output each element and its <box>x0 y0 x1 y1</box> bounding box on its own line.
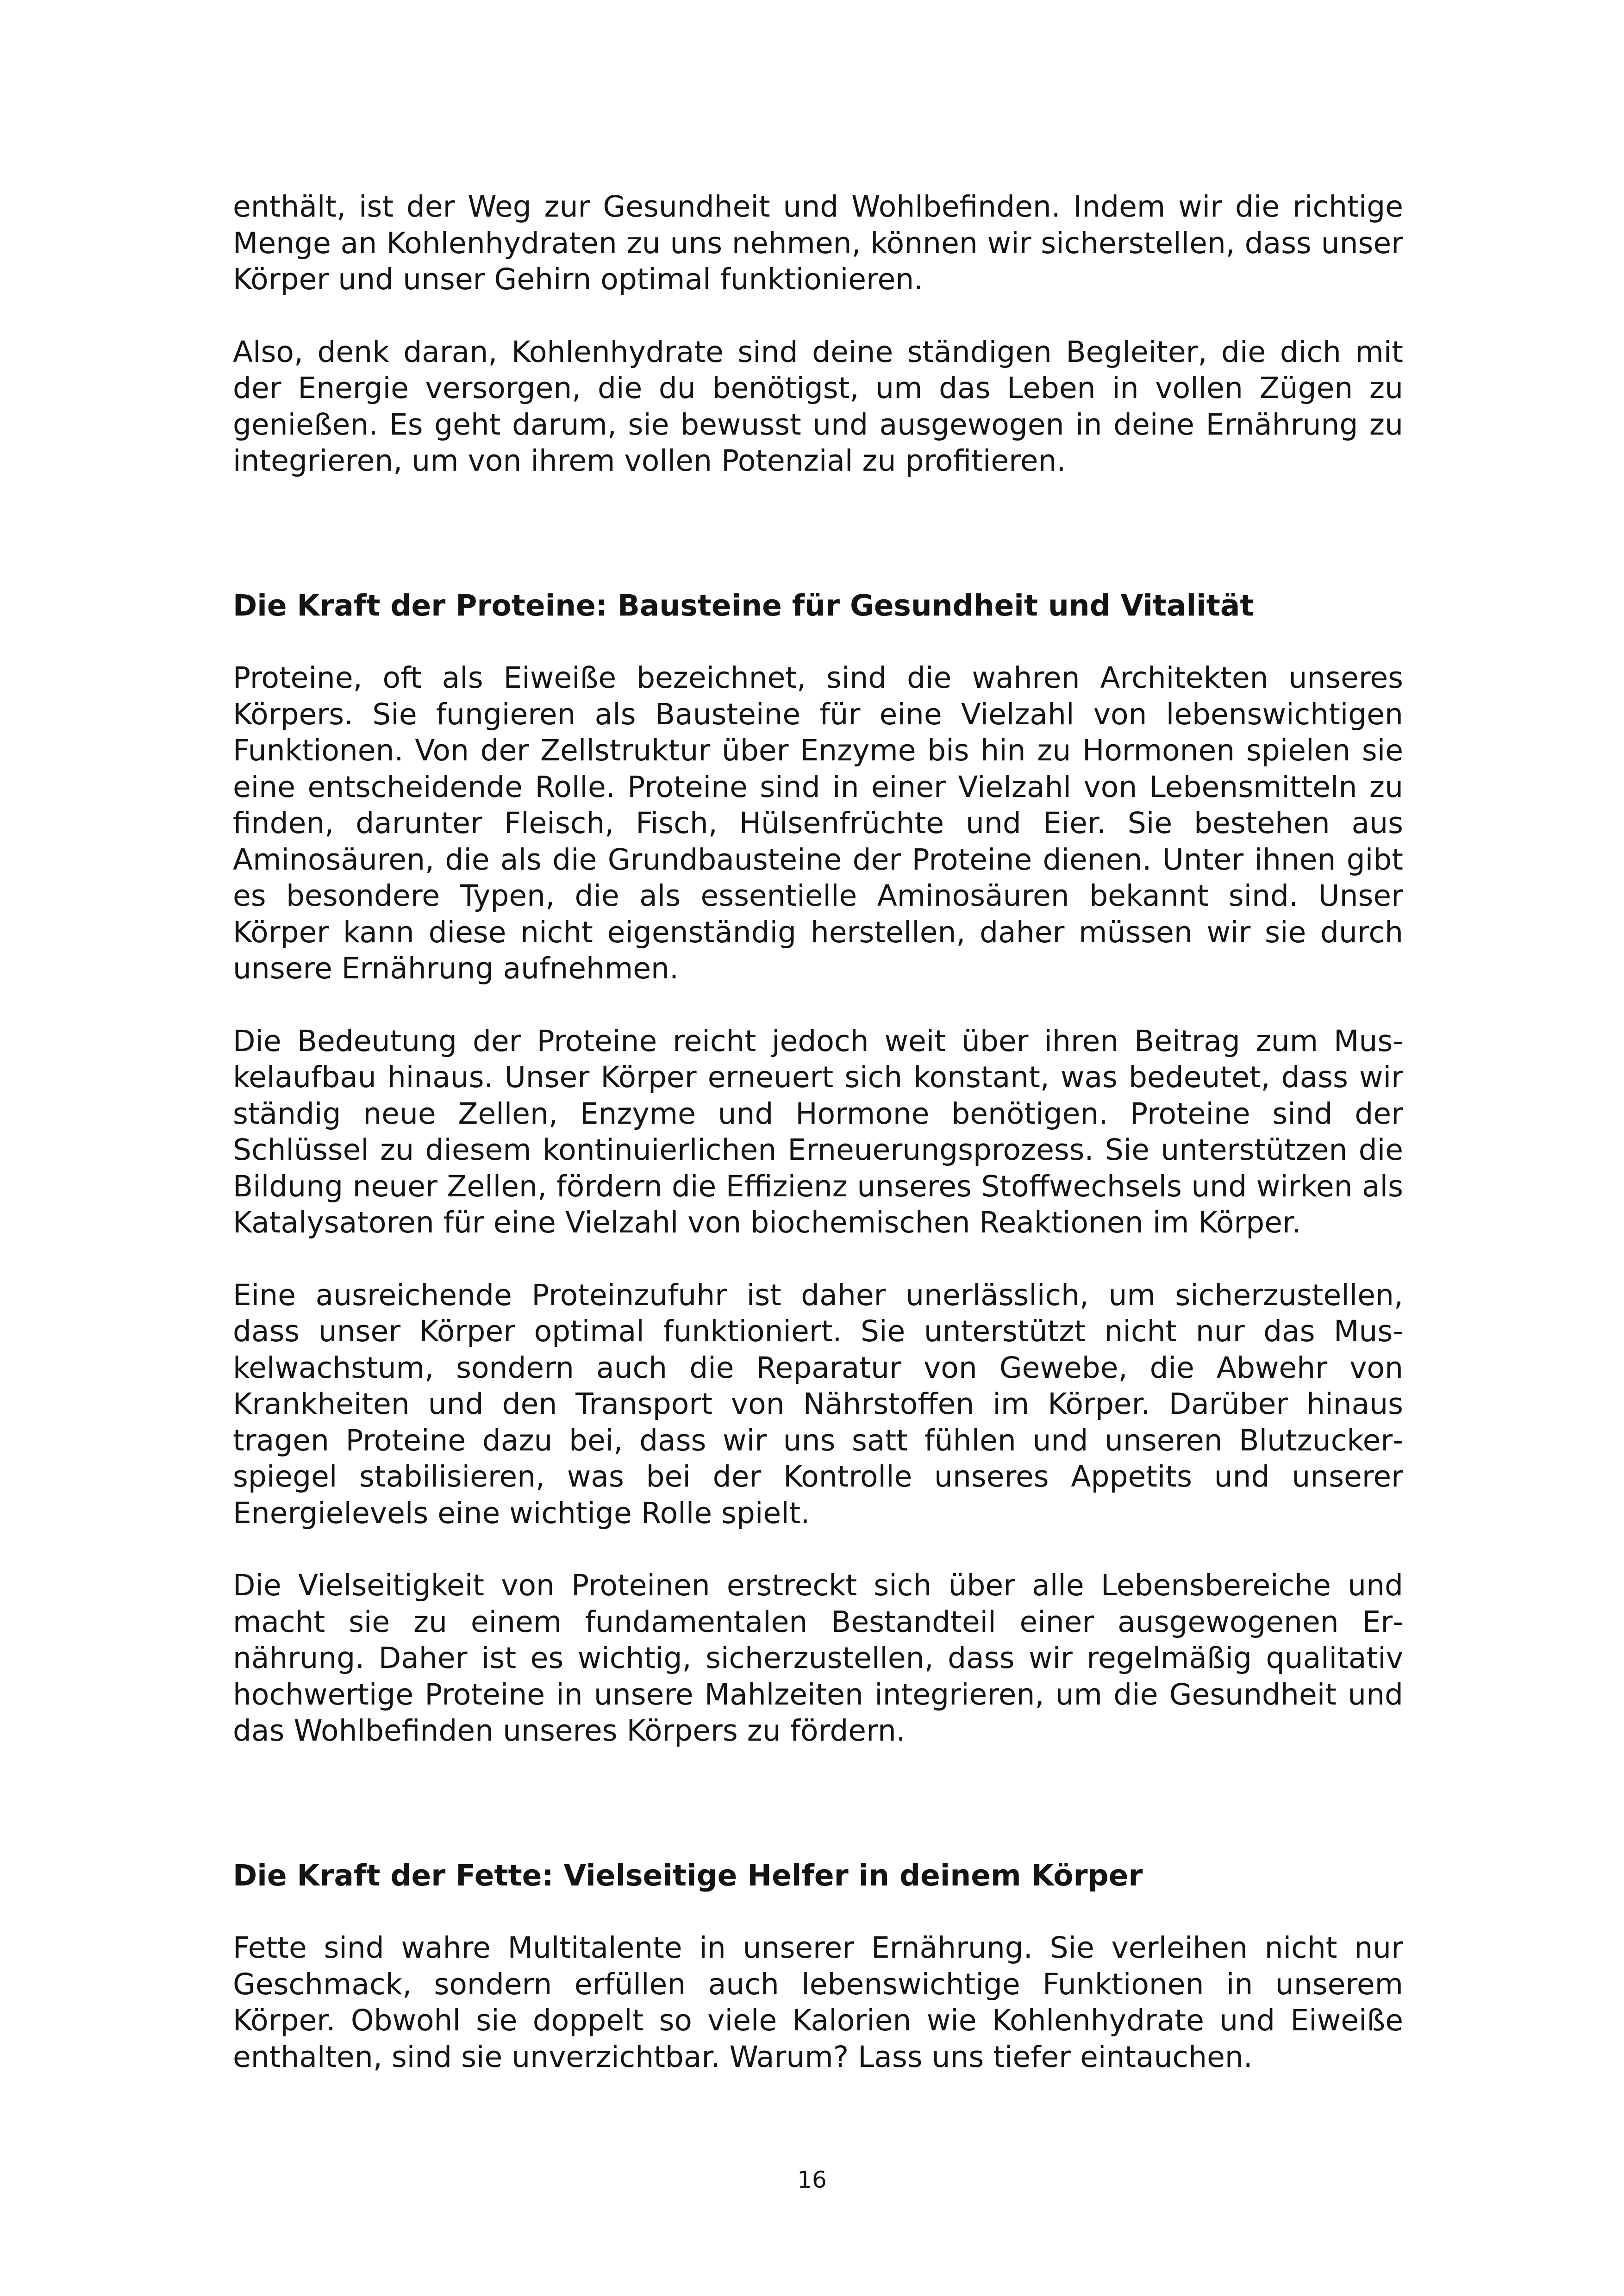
paragraph-spacer <box>233 298 1403 334</box>
paragraph-spacer <box>233 624 1403 660</box>
paragraph-fats-intro: Fette sind wahre Multitalente in unserer Ernährung. Sie verleihen nicht nur Geschmack, sondern erfüllen auch lebenswichtige Funktionen in unserem Körper. Obwohl sie doppelt so viele Kalorien wie Kohlenhydrate und Eiweiße enthalten, sind sie unverzichtbar. Warum? Lass uns tiefer eintauchen. <box>233 1931 1403 2074</box>
paragraph-spacer <box>233 1531 1403 1568</box>
page-number: 16 <box>797 2166 827 2193</box>
paragraph-spacer <box>233 987 1403 1023</box>
page-content <box>233 189 1403 2075</box>
section-spacer <box>233 1749 1403 1858</box>
paragraph-proteins-importance: Die Bedeutung der Proteine reicht jedoch weit über ihren Beitrag zum Muskelaufbau hinaus. Unser Körper erneuert sich konstant, was bedeutet, dass wir ständig neue Zellen, Enzyme und Hormone benötigen. Proteine sind der Schlüssel zu diesem kontinuierlichen Erneuerungsprozess. Sie unterstützen die Bildung neuer Zellen, fördern die Effizienz unseres Stoffwechsels und wirken als Katalysatoren für eine Vielzahl von biochemischen Reaktionen im Körper. <box>233 1024 1403 1239</box>
paragraph-proteins-intake: Eine ausreichende Proteinzufuhr ist daher unerlässlich, um sicherzustellen, dass unser Körper optimal funktioniert. Sie unterstützt nicht nur das Muskelwachstum, sondern auch die Reparatur von Gewebe, die Abwehr von Krankheiten und den Transport von Nährstoffen im Körper. Darüber hinaus tragen Proteine dazu bei, dass wir uns satt fühlen und unseren Blutzuckerspiegel stabilisieren, was bei der Kontrolle unseres Appetits und unserer Energielevels eine wichtige Rolle spielt. <box>233 1278 1403 1530</box>
paragraph-carbs-reminder: Also, denk daran, Kohlenhydrate sind deine ständigen Begleiter, die dich mit der Energie versorgen, die du benötigst, um das Leben in vollen Zügen zu genießen. Es geht darum, sie bewusst und ausgewogen in deine Ernährung zu integrieren, um von ihrem vollen Potenzial zu profitieren. <box>233 335 1403 478</box>
section-spacer <box>233 479 1403 588</box>
paragraph-proteins-intro: Proteine, oft als Eiweiße bezeichnet, sind die wahren Architekten unseres Körpers. Sie fungieren als Bausteine für eine Vielzahl von lebenswichtigen Funktionen. Von der Zellstruktur über Enzyme bis hin zu Hormonen spielen sie eine entscheidende Rolle. Proteine sind in einer Vielzahl von Lebensmitteln zu finden, darunter Fleisch, Fisch, Hülsenfrüchte und Eier. Sie bestehen aus Aminosäuren, die als die Grundbausteine der Proteine dienen. Unter ihnen gibt es besondere Typen, die als essentielle Aminosäuren bekannt sind. Unser Körper kann diese nicht eigenständig herstellen, daher müssen wir sie durch unsere Ernährung aufnehmen. <box>233 661 1403 985</box>
paragraph-proteins-versatility: Die Vielseitigkeit von Proteinen erstreckt sich über alle Lebensbereiche und macht sie zu einem fundamentalen Bestandteil einer ausgewogenen Ernährung. Daher ist es wichtig, sicherzustellen, dass wir regelmäßig qualitativ hochwertige Proteine in unsere Mahlzeiten integrieren, um die Gesundheit und das Wohlbefinden unseres Körpers zu fördern. <box>233 1568 1403 1748</box>
heading-fats: Die Kraft der Fette: Vielseitige Helfer in deinem Körper <box>233 1858 1143 1892</box>
heading-proteins: Die Kraft der Proteine: Bausteine für Gesundheit und Vitalität <box>233 588 1254 622</box>
paragraph-spacer <box>233 1894 1403 1930</box>
paragraph-spacer <box>233 1241 1403 1277</box>
paragraph-carbs-conclusion: enthält, ist der Weg zur Gesundheit und Wohlbefinden. Indem wir die richtige Menge an Kohlenhydraten zu uns nehmen, können wir sicherstellen, dass unser Körper und unser Gehirn optimal funktionieren. <box>233 190 1403 296</box>
